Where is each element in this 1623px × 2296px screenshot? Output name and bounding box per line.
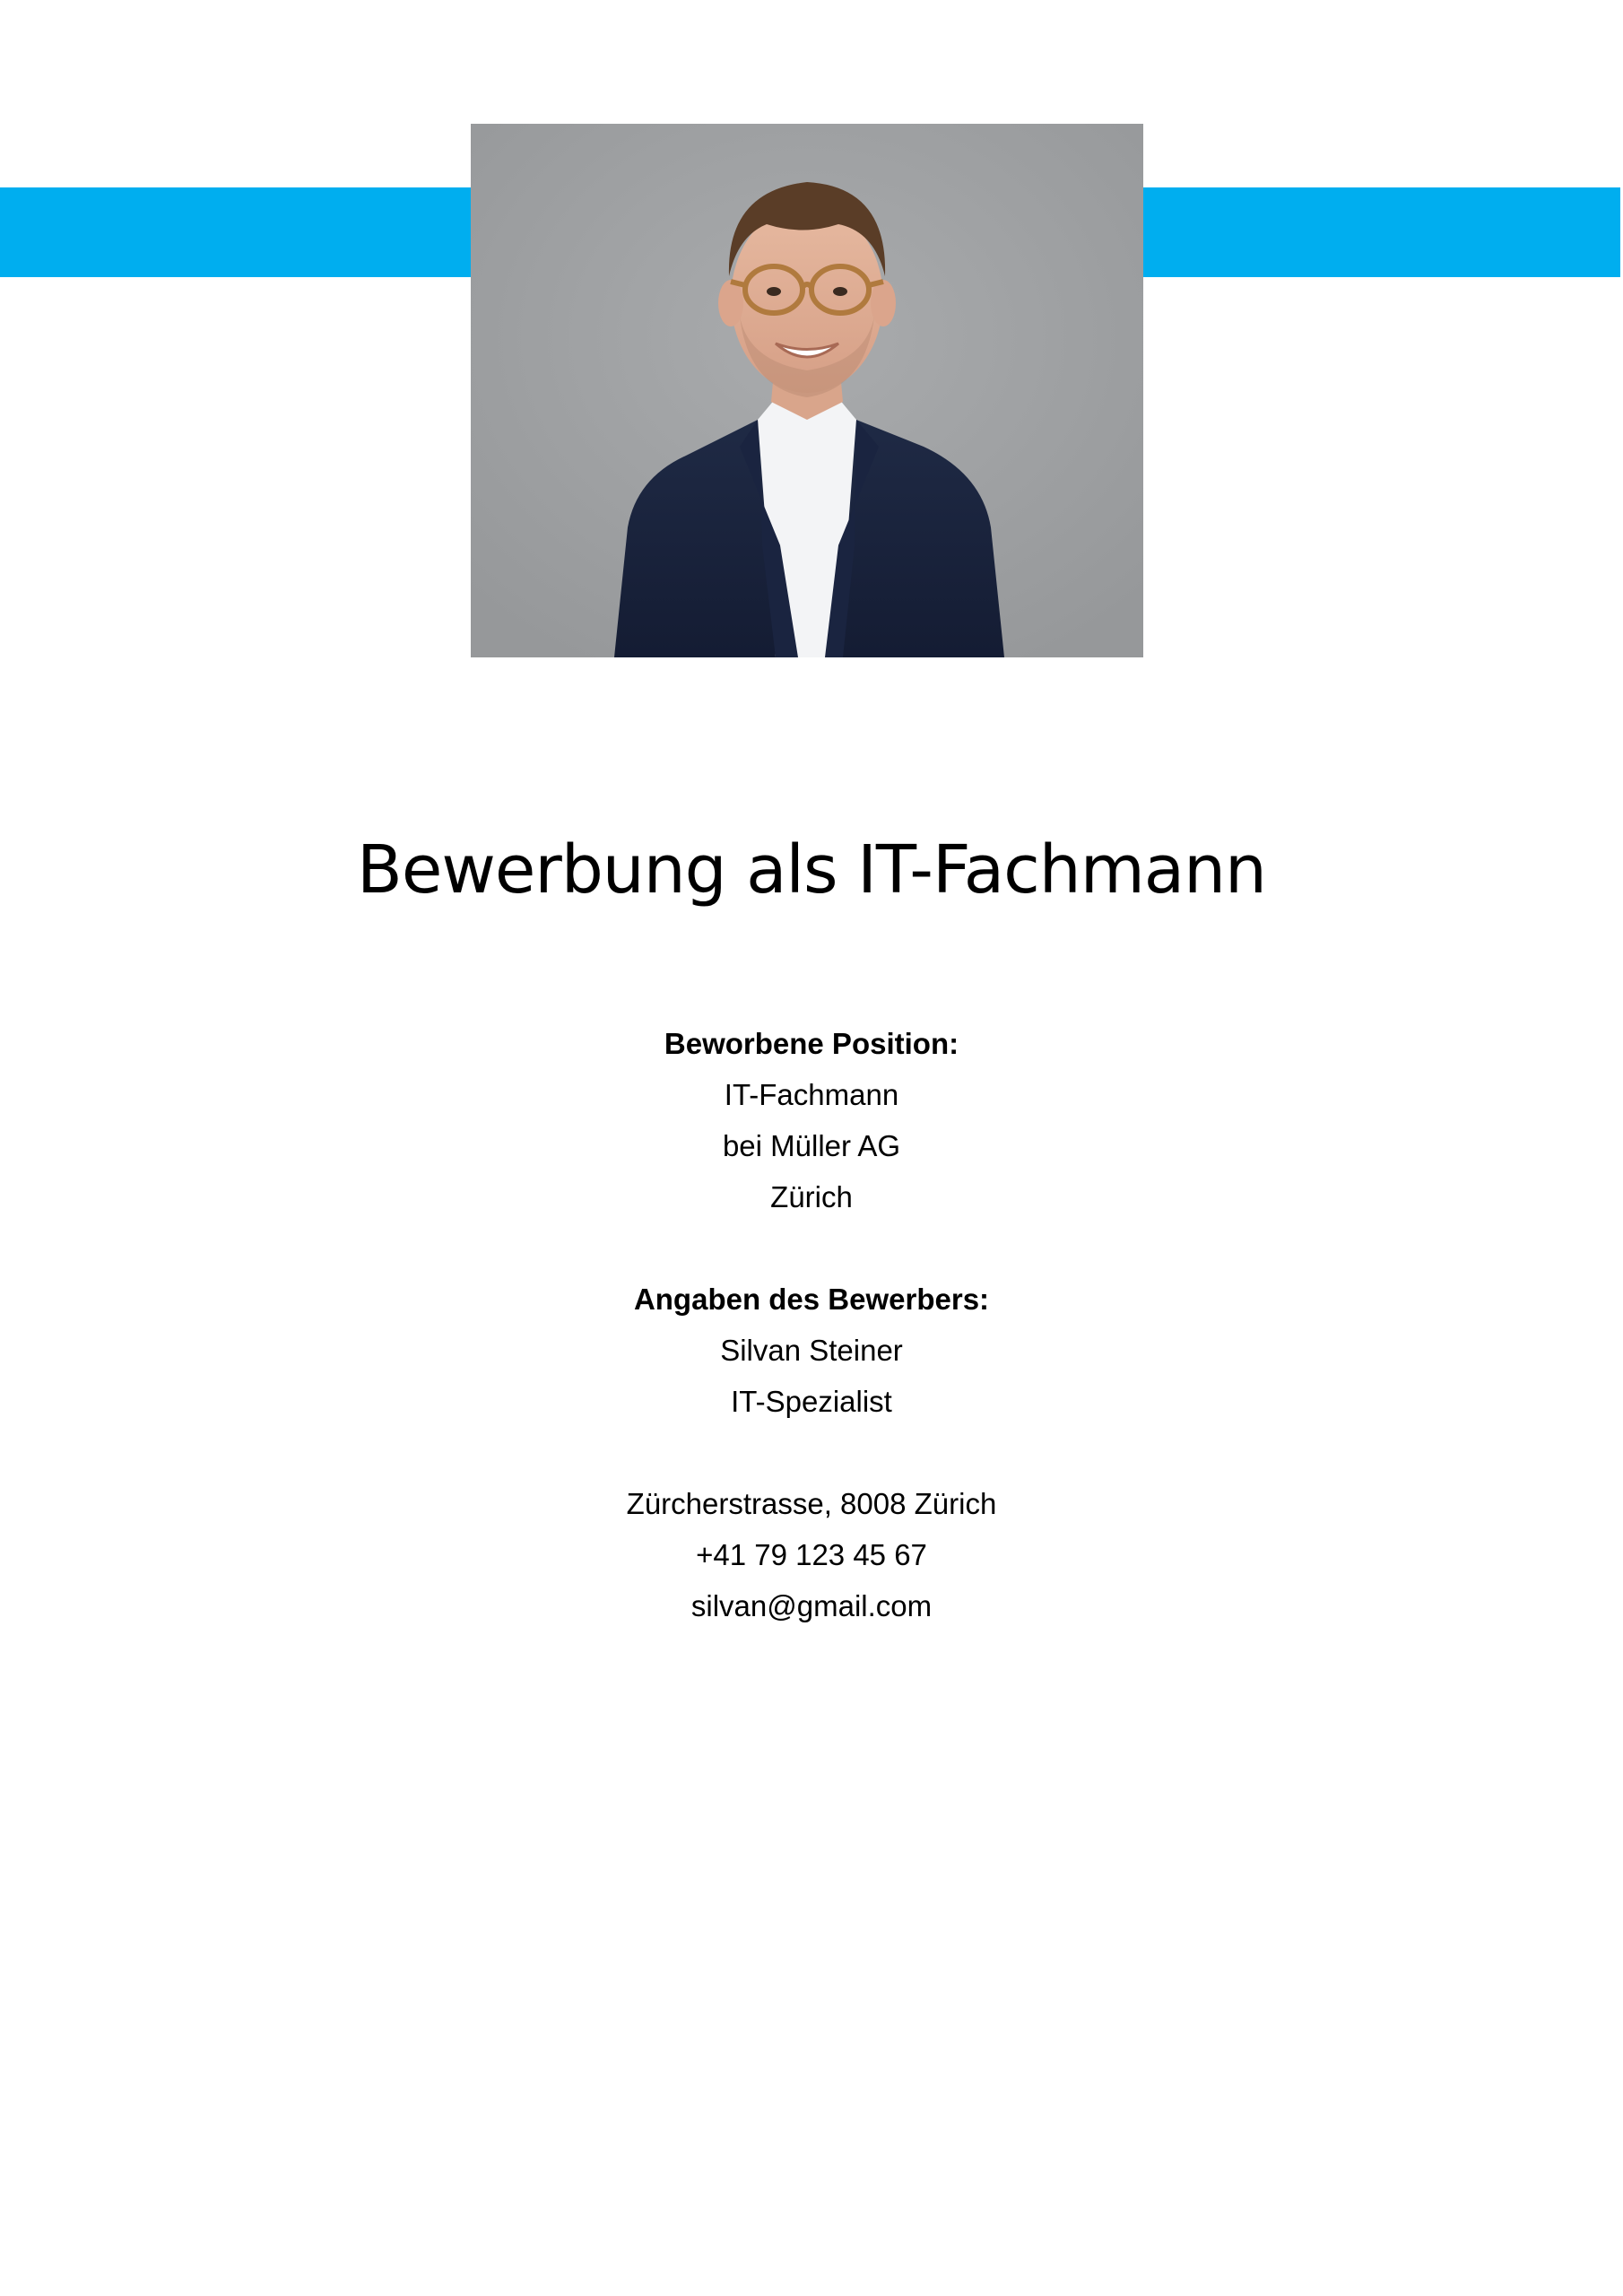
applicant-address: Zürcherstrasse, 8008 Zürich <box>626 1487 997 1520</box>
portrait-photo-icon <box>471 124 1143 657</box>
position-city: Zürich <box>770 1180 853 1213</box>
applicant-profession: IT-Spezialist <box>731 1385 892 1418</box>
section-spacer <box>0 1222 1623 1274</box>
page-title: Bewerbung als IT-Fachmann <box>357 831 1266 909</box>
section-spacer <box>0 1427 1623 1478</box>
position-heading: Beworbene Position: <box>664 1027 959 1060</box>
position-company: bei Müller AG <box>722 1129 901 1162</box>
applicant-heading: Angaben des Bewerbers: <box>633 1283 990 1316</box>
cover-info <box>0 1018 1623 1631</box>
applicant-email: silvan@gmail.com <box>690 1589 933 1622</box>
applicant-photo <box>471 124 1143 657</box>
position-role: IT-Fachmann <box>724 1078 899 1111</box>
applicant-phone: +41 79 123 45 67 <box>696 1538 927 1571</box>
applicant-name: Silvan Steiner <box>720 1334 903 1367</box>
